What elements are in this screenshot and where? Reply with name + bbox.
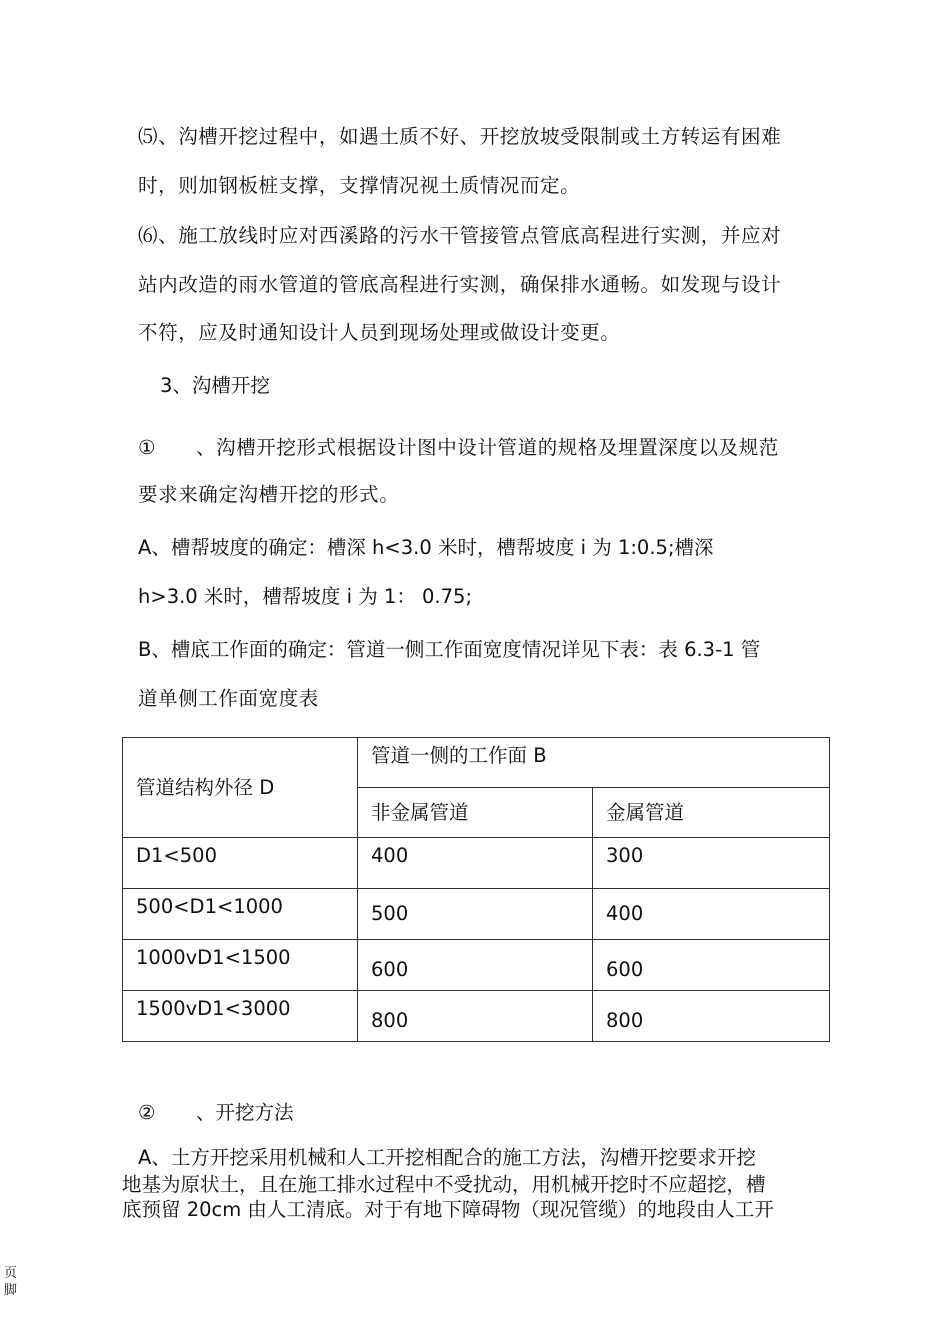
header-diameter: 管道结构外径 D (123, 738, 358, 838)
footer-label-char-2: 脚 (4, 1283, 18, 1298)
a2-line-2: 地基为原状土，且在施工排水过程中不受扰动，用机械开挖时不应超挖，槽 (122, 1173, 766, 1196)
b-line-2: 道单侧工作面宽度表 (138, 687, 319, 710)
a2-line-3: 底预留 20cm 由人工清底。对于有地下障碍物（现况管缆）的地段由人工开 (122, 1198, 774, 1221)
header-metal: 金属管道 (593, 788, 830, 838)
paragraph-6-line-2: 站内改造的雨水管道的管底高程进行实测，确保排水通畅。如发现与设计 (138, 273, 782, 296)
cell-diameter: D1<500 (123, 838, 358, 889)
header-workface-group: 管道一侧的工作面 B (358, 738, 830, 788)
table-row (123, 838, 830, 889)
item-1-line-2: 要求来确定沟槽开挖的形式。 (138, 483, 400, 506)
a2-line-1: A、土方开挖采用机械和人工开挖相配合的施工方法，沟槽开挖要求开挖 (138, 1146, 756, 1169)
cell-diameter: 500<D1<1000 (123, 889, 358, 940)
cell-diameter: 1000vD1<1500 (123, 940, 358, 991)
cell-nonmetal: 500 (358, 889, 593, 940)
item-2-text: 、开挖方法 (196, 1101, 294, 1124)
pipe-workface-table (122, 737, 830, 1042)
cell-metal: 400 (593, 889, 830, 940)
item-1-line-1: 、沟槽开挖形式根据设计图中设计管道的规格及埋置深度以及规范 (196, 436, 779, 459)
header-nonmetal: 非金属管道 (358, 788, 593, 838)
paragraph-6-line-3: 不符，应及时通知设计人员到现场处理或做设计变更。 (138, 321, 621, 344)
cell-metal: 600 (593, 940, 830, 991)
a-line-1: A、槽帮坡度的确定：槽深 h<3.0 米时，槽帮坡度 i 为 1:0.5;槽深 (138, 536, 714, 559)
a-line-2: h>3.0 米时，槽帮坡度 i 为 1： 0.75; (138, 585, 473, 608)
cell-metal: 300 (593, 838, 830, 889)
table-row (123, 991, 830, 1042)
section-heading: 3、沟槽开挖 (160, 374, 270, 397)
cell-nonmetal: 600 (358, 940, 593, 991)
item-2-marker: ② (138, 1101, 156, 1124)
table-row (123, 940, 830, 991)
paragraph-5-line-2: 时，则加钢板桩支撑，支撑情况视土质情况而定。 (138, 174, 581, 197)
b-line-1: B、槽底工作面的确定：管道一侧工作面宽度情况详见下表：表 6.3-1 管 (138, 638, 761, 661)
footer-label-char-1: 页 (4, 1266, 18, 1281)
cell-metal: 800 (593, 991, 830, 1042)
paragraph-5-line-1: ⑸、沟槽开挖过程中，如遇土质不好、开挖放坡受限制或土方转运有困难 (138, 125, 782, 148)
cell-nonmetal: 400 (358, 838, 593, 889)
cell-nonmetal: 800 (358, 991, 593, 1042)
item-1-marker: ① (138, 436, 156, 459)
table-row (123, 889, 830, 940)
paragraph-6-line-1: ⑹、施工放线时应对西溪路的污水干管接管点管底高程进行实测，并应对 (138, 224, 782, 247)
cell-diameter: 1500vD1<3000 (123, 991, 358, 1042)
